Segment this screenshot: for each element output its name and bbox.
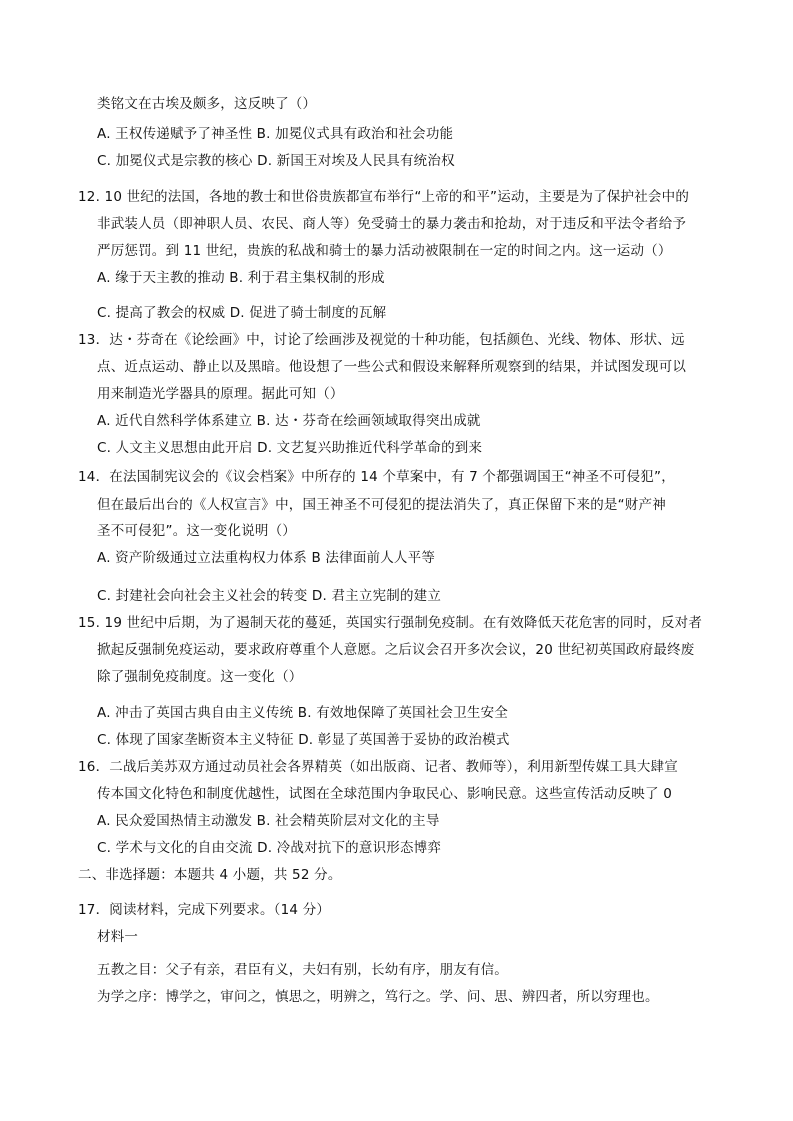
q15-options-ab: A. 冲击了英国古典自由主义传统 B. 有效地保障了英国社会卫生安全	[97, 705, 509, 721]
q14-line-2: 但在最后出台的《人权宣言》中，国王神圣不可侵犯的提法消失了，真正保留下来的是“财产神	[97, 497, 666, 513]
q11-stem-tail: 类铭文在古埃及颇多，这反映了（）	[97, 96, 317, 112]
q16-line-1: 16．二战后美苏双方通过动员社会各界精英（如出版商、记者、教师等），利用新型传媒工具大肆宣	[78, 759, 678, 775]
q12-line-3: 严厉惩罚。到 11 世纪，贵族的私战和骑士的暴力活动被限制在一定的时间之内。这一运动（）	[97, 243, 672, 259]
q17-material-line-2: 为学之序：博学之，审问之，慎思之，明辨之，笃行之。学、问、思、辨四者，所以穷理也。	[97, 989, 659, 1005]
q17-line-1: 17．阅读材料，完成下列要求。（14 分）	[78, 902, 331, 918]
q16-line-2: 传本国文化特色和制度优越性，试图在全球范围内争取民心、影响民意。这些宣传活动反映了 0	[97, 786, 672, 802]
q12-line-1: 12. 10 世纪的法国，各地的教士和世俗贵族都宣布举行“上帝的和平”运动，主要是为了保护社会中的	[78, 189, 690, 205]
q11-options-ab: A. 王权传递赋予了神圣性 B. 加冕仪式具有政治和社会功能	[97, 126, 454, 142]
q14-options-cd: C. 封建社会向社会主义社会的转变 D. 君主立宪制的建立	[97, 588, 442, 604]
q13-line-3: 用来制造光学器具的原理。据此可知（）	[97, 386, 344, 402]
q15-options-cd: C. 体现了国家垄断资本主义特征 D. 彰显了英国善于妥协的政治模式	[97, 732, 510, 748]
q12-line-2: 非武装人员（即神职人员、农民、商人等）免受骑士的暴力袭击和抢劫，对于违反和平法令者给予	[97, 216, 687, 232]
q15-line-1: 15. 19 世纪中后期，为了遏制天花的蔓延，英国实行强制免疫制。在有效降低天花危害的同时，反对者	[78, 615, 703, 631]
q17-material-line-1: 五教之目：父子有亲，君臣有义，夫妇有别，长幼有序，朋友有信。	[97, 962, 508, 978]
q12-options-cd: C. 提高了教会的权威 D. 促进了骑士制度的瓦解	[97, 305, 387, 321]
q14-options-ab: A. 资产阶级通过立法重构权力体系 B 法律面前人人平等	[97, 550, 436, 566]
q11-options-cd: C. 加冕仪式是宗教的核心 D. 新国王对埃及人民具有统治权	[97, 153, 455, 169]
q13-line-2: 点、近点运动、静止以及黑暗。他设想了一些公式和假设来解释所观察到的结果，并试图发现可以	[97, 359, 687, 375]
q13-line-1: 13．达・芬奇在《论绘画》中，讨论了绘画涉及视觉的十种功能，包括颜色、光线、物体、形状、远	[78, 332, 685, 348]
q17-material-label: 材料一	[97, 929, 139, 945]
q13-options-cd: C. 人文主义思想由此开启 D. 文艺复兴助推近代科学革命的到来	[97, 440, 483, 456]
q16-options-cd: C. 学术与文化的自由交流 D. 冷战对抗下的意识形态博弈	[97, 840, 442, 856]
q13-options-ab: A. 近代自然科学体系建立 B. 达・芬奇在绘画领域取得突出成就	[97, 413, 481, 429]
q16-options-ab: A. 民众爱国热情主动激发 B. 社会精英阶层对文化的主导	[97, 813, 440, 829]
q12-options-ab: A. 缘于天主教的推动 B. 利于君主集权制的形成	[97, 270, 385, 286]
q14-line-1: 14．在法国制宪议会的《议会档案》中所存的 14 个草案中，有 7 个都强调国王“神圣不可侵犯”，	[78, 469, 675, 485]
q15-line-2: 掀起反强制免疫运动，要求政府尊重个人意愿。之后议会召开多次会议，20 世纪初英国政府最终废	[97, 642, 695, 658]
q15-line-3: 除了强制免疫制度。这一变化（）	[97, 669, 303, 685]
q14-line-3: 圣不可侵犯”。这一变化说明（）	[97, 523, 296, 539]
section-2-heading: 二、非选择题：本题共 4 小题，共 52 分。	[78, 867, 342, 883]
